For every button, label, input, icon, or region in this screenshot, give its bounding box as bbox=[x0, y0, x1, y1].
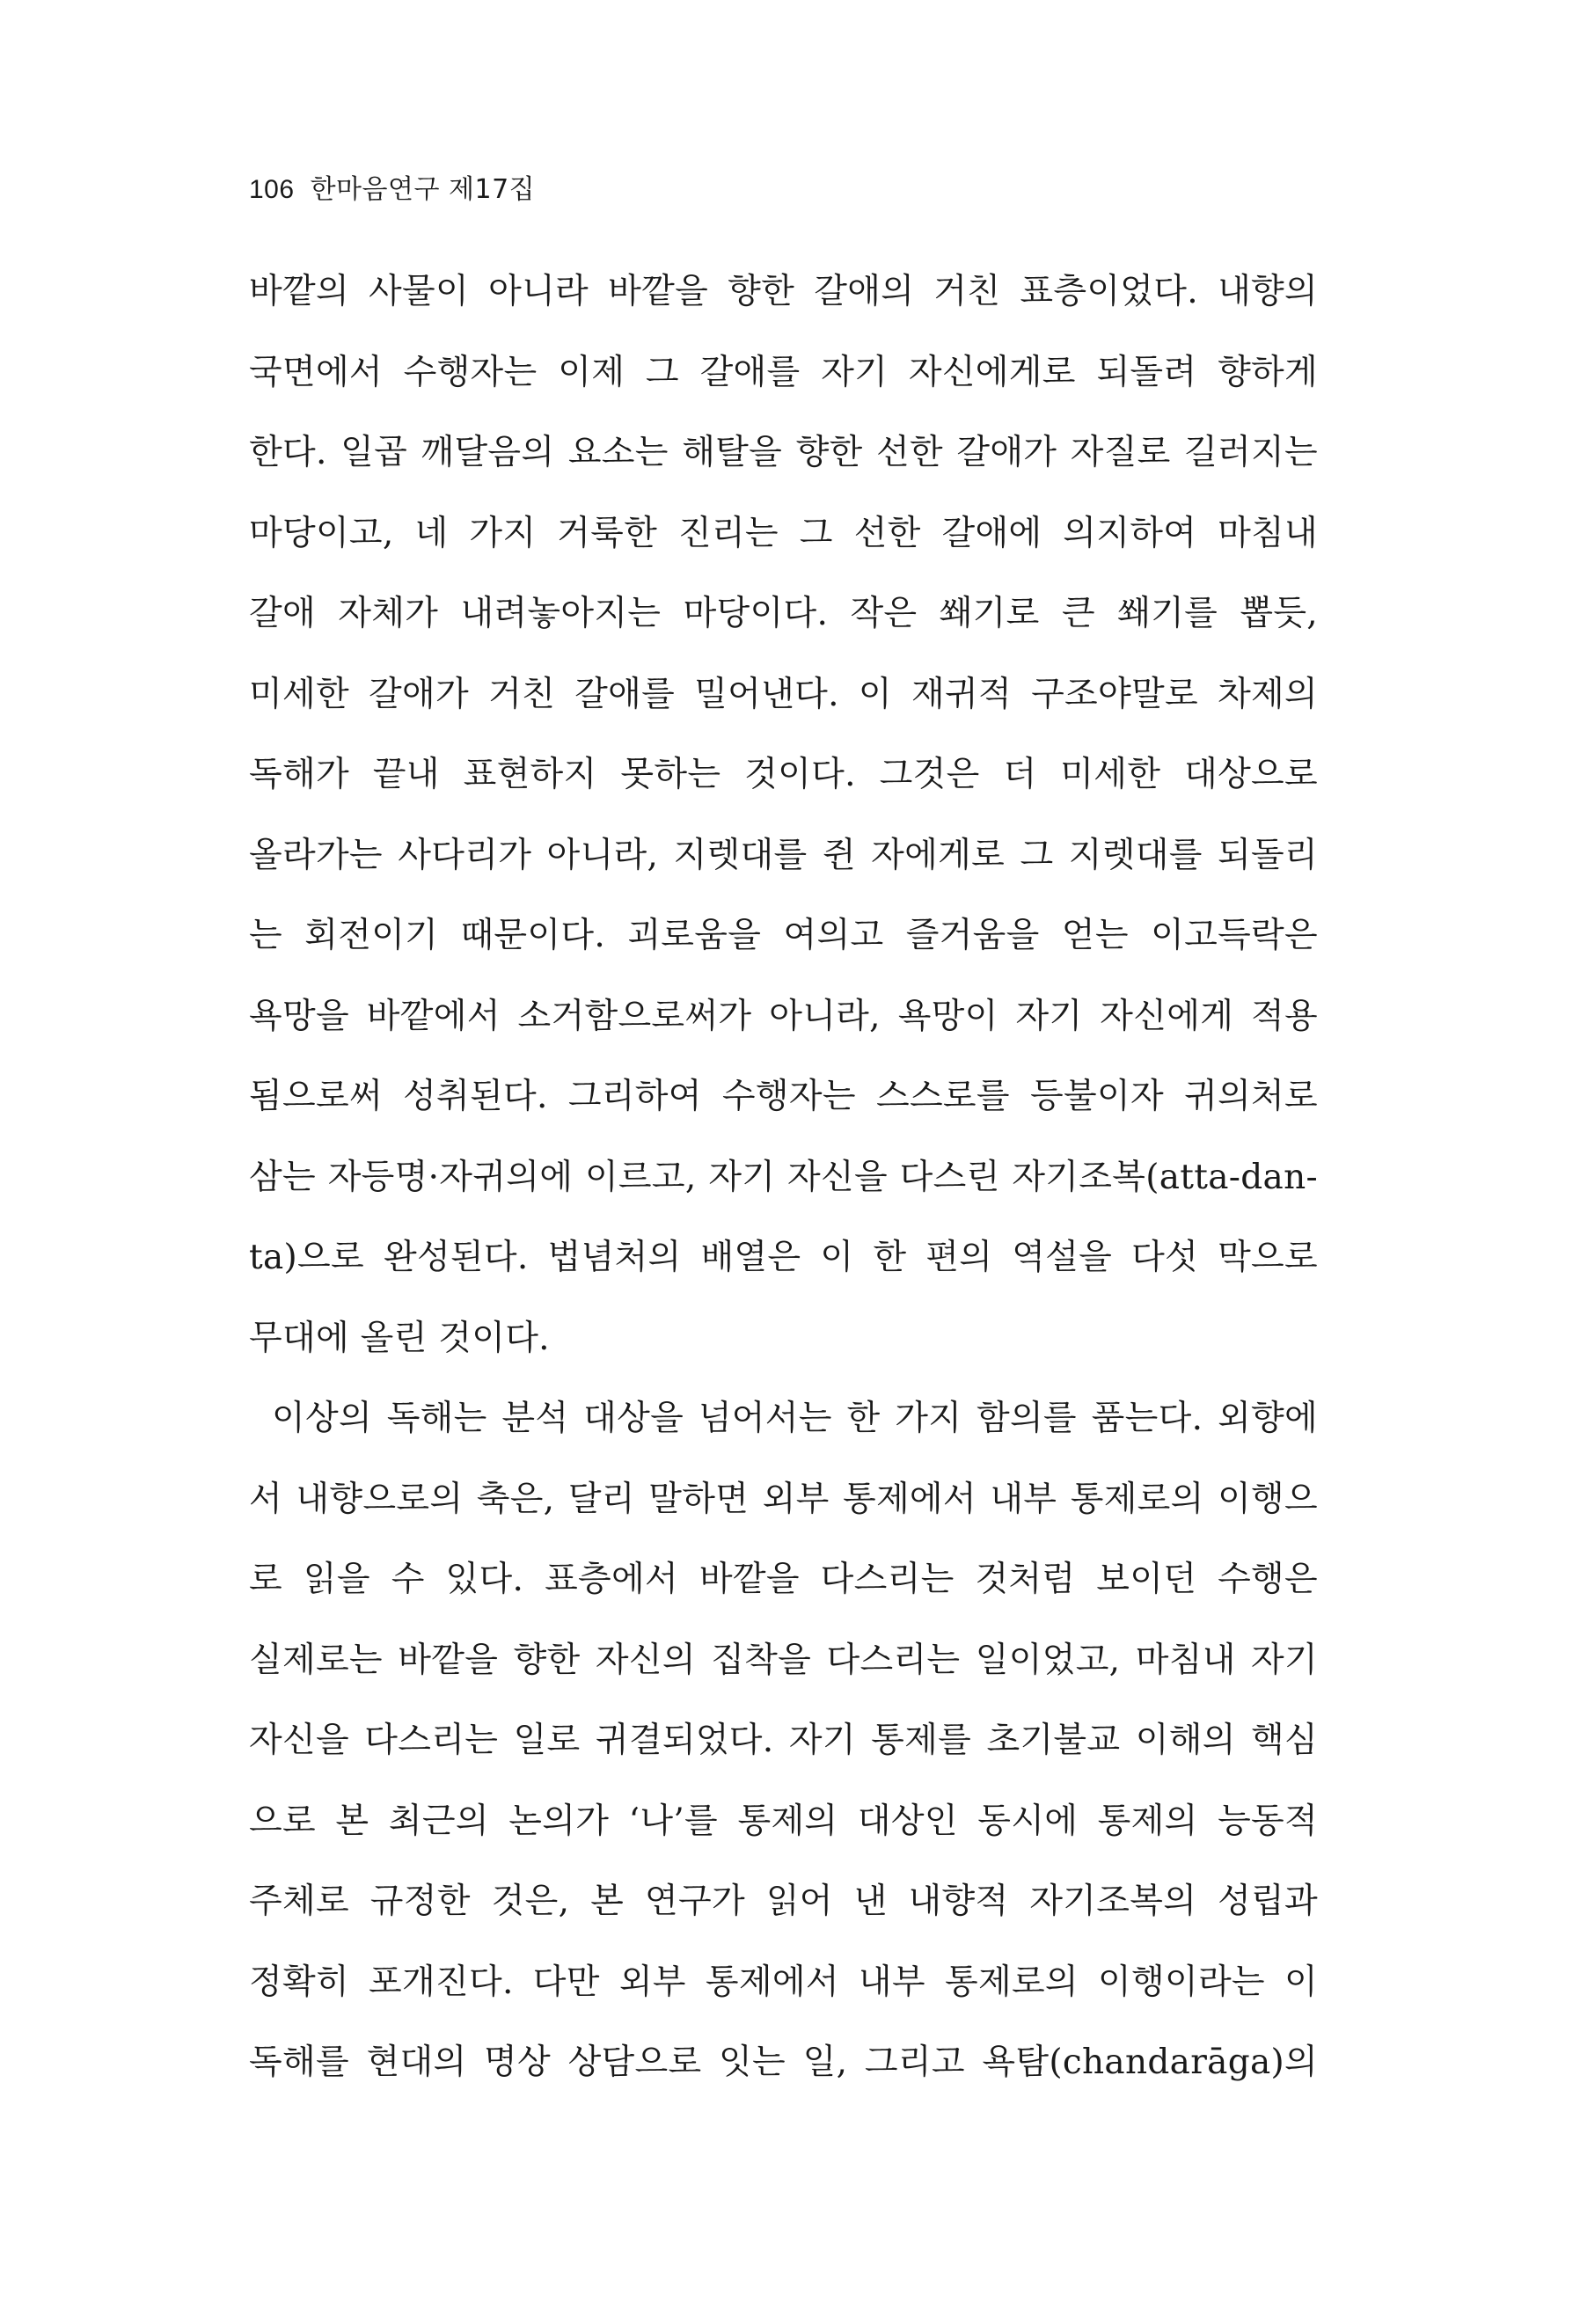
text-line: 됨으로써 성취된다. 그리하여 수행자는 스스로를 등불이자 귀의처로 bbox=[249, 1077, 1318, 1116]
text-line: 로 읽을 수 있다. 표층에서 바깥을 다스리는 것처럼 보이던 수행은 bbox=[249, 1560, 1318, 1599]
page-number: 106 bbox=[249, 175, 295, 204]
text-line: 정확히 포개진다. 다만 외부 통제에서 내부 통제로의 이행이라는 이 bbox=[249, 1962, 1318, 2002]
text-line: 독해가 끝내 표현하지 못하는 것이다. 그것은 더 미세한 대상으로 bbox=[249, 755, 1318, 794]
text-line: 무대에 올린 것이다. bbox=[249, 1318, 550, 1358]
text-line: 는 회전이기 때문이다. 괴로움을 여의고 즐거움을 얻는 이고득락은 bbox=[249, 916, 1318, 955]
text-line: 욕망을 바깥에서 소거함으로써가 아니라, 욕망이 자기 자신에게 적용 bbox=[249, 996, 1318, 1036]
text-line: 바깥의 사물이 아니라 바깥을 향한 갈애의 거친 표층이었다. 내향의 bbox=[249, 272, 1318, 311]
text-line: 마당이고, 네 가지 거룩한 진리는 그 선한 갈애에 의지하여 마침내 bbox=[249, 513, 1318, 553]
journal-title: 한마음연구 제17집 bbox=[310, 174, 536, 205]
text-line: 갈애 자체가 내려놓아지는 마당이다. 작은 쐐기로 큰 쐐기를 뽑듯, bbox=[249, 594, 1318, 633]
text-line: 독해를 현대의 명상 상담으로 잇는 일, 그리고 욕탐(chandarāga)의 bbox=[249, 2043, 1318, 2082]
text-line: 한다. 일곱 깨달음의 요소는 해탈을 향한 선한 갈애가 자질로 길러지는 bbox=[249, 433, 1318, 472]
text-line: 미세한 갈애가 거친 갈애를 밀어낸다. 이 재귀적 구조야말로 차제의 bbox=[249, 674, 1318, 714]
body-text bbox=[249, 252, 1318, 2103]
text-line: 국면에서 수행자는 이제 그 갈애를 자기 자신에게로 되돌려 향하게 bbox=[249, 352, 1318, 392]
text-line: 실제로는 바깥을 향한 자신의 집착을 다스리는 일이었고, 마침내 자기 bbox=[249, 1640, 1318, 1680]
text-line: 서 내향으로의 축은, 달리 말하면 외부 통제에서 내부 통제로의 이행으 bbox=[249, 1479, 1318, 1519]
text-line: 삼는 자등명·자귀의에 이르고, 자기 자신을 다스린 자기조복(atta-dan- bbox=[249, 1157, 1318, 1197]
text-line: 주체로 규정한 것은, 본 연구가 읽어 낸 내향적 자기조복의 성립과 bbox=[249, 1882, 1318, 1921]
text-line: 으로 본 최근의 논의가 ‘나’를 통제의 대상인 동시에 통제의 능동적 bbox=[249, 1801, 1318, 1841]
running-head bbox=[249, 172, 535, 208]
text-line: 올라가는 사다리가 아니라, 지렛대를 쥔 자에게로 그 지렛대를 되돌리 bbox=[249, 835, 1318, 875]
text-line: ta)으로 완성된다. 법념처의 배열은 이 한 편의 역설을 다섯 막으로 bbox=[249, 1238, 1318, 1277]
text-line: 자신을 다스리는 일로 귀결되었다. 자기 통제를 초기불교 이해의 핵심 bbox=[249, 1721, 1318, 1760]
text-line: 이상의 독해는 분석 대상을 넘어서는 한 가지 함의를 품는다. 외향에 bbox=[272, 1399, 1318, 1438]
